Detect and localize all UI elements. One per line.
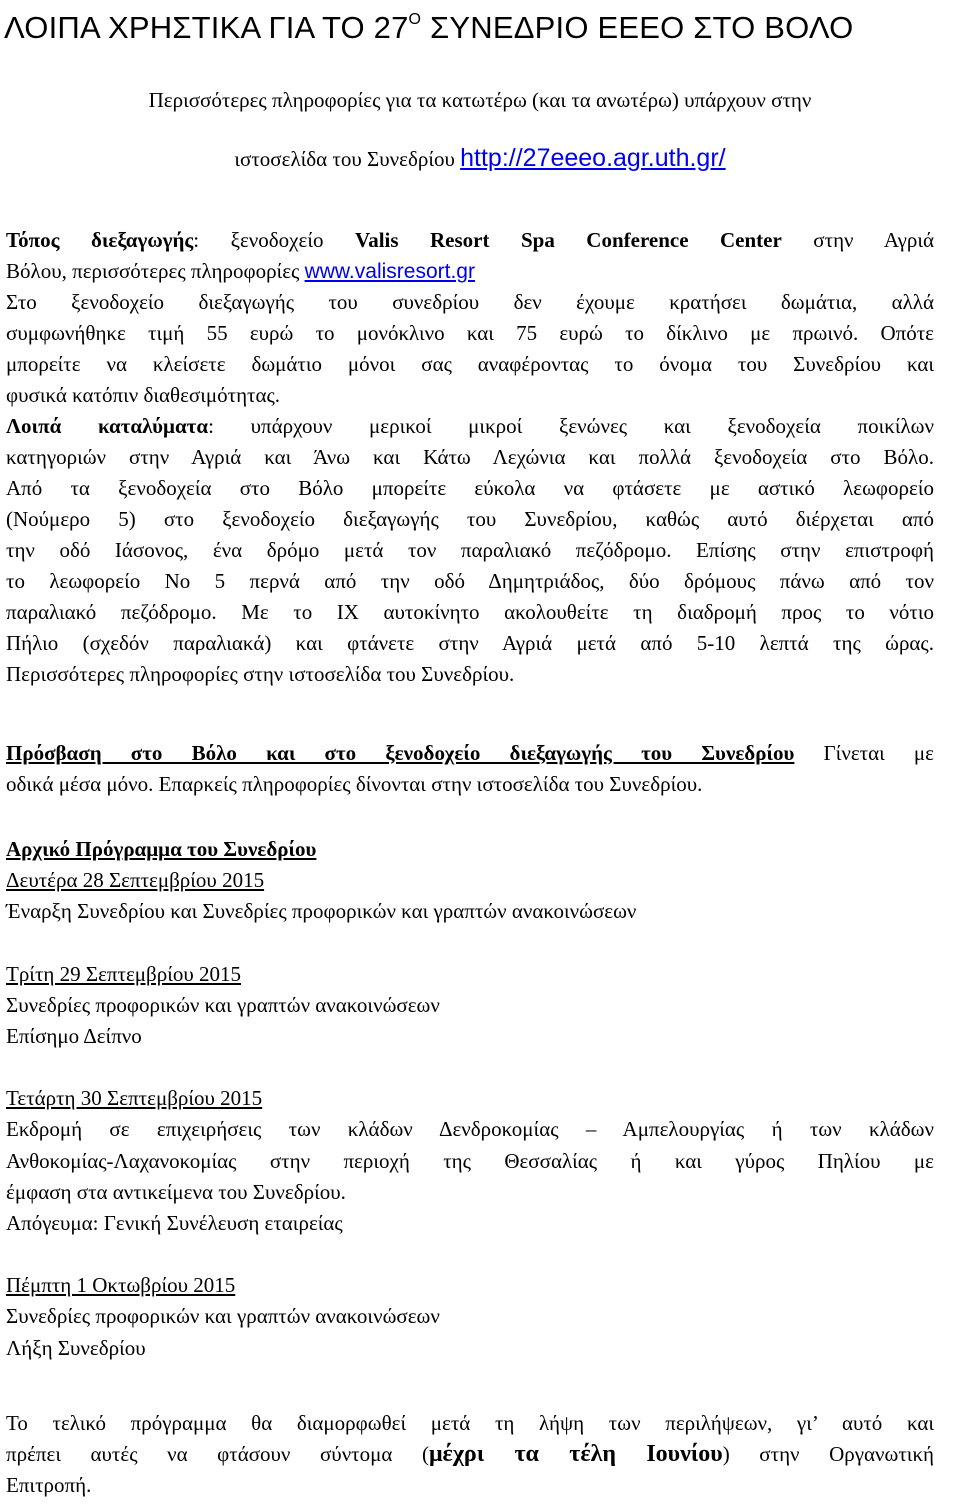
day-date: Τρίτη 29 Σεπτεμβρίου 2015 (6, 961, 241, 986)
day-item: Έναρξη Συνεδρίου και Συνεδρίες προφορικών και γραπτών ανακοινώσεων (6, 899, 637, 924)
day-item: έμφαση στα αντικείμενα του Συνεδρίου. (6, 1179, 346, 1204)
venue-line: συμφωνήθηκε τιμή 55 ευρώ το μονόκλινο και 75 ευρώ το δίκλινο με πρωινό. Οπότε (6, 321, 934, 345)
day-item: Απόγευμα: Γενική Συνέλευση εταιρείας (6, 1211, 343, 1236)
access-line: Πρόσβαση στο Βόλο και στο ξενοδοχείο διεξαγωγής του Συνεδρίου Γίνεται με (6, 741, 934, 765)
conference-website-link[interactable]: http://27eeeo.agr.uth.gr/ (460, 144, 726, 172)
page-title: ΛΟΙΠΑ ΧΡΗΣΤΙΚΑ ΓΙΑ ΤΟ $27^O$ ΣΥΝΕΔΡΙΟ ΕΕΕΟ ΣΤΟ ΒΟΛΟ (4, 10, 854, 45)
accommodation-line: Λοιπά καταλύματα: υπάρχουν μερικοί μικροί ξενώνες και ξενοδοχεία ποικίλων (6, 414, 934, 438)
day-item: Επίσημο Δείπνο (6, 1024, 142, 1049)
venue-section (6, 225, 934, 690)
access-line: οδικά μέσα μόνο. Επαρκείς πληροφορίες δίνονται στην ιστοσελίδα του Συνεδρίου. (6, 772, 703, 796)
intro-line-2: ιστοσελίδα του Συνεδρίου http://27eeeo.agr.uth.gr/ (234, 144, 726, 172)
hotel-name: Valis Resort Spa Conference Center (354, 228, 782, 252)
day-item: Ανθοκομίας-Λαχανοκομίας στην περιοχή της Θεσσαλίας ή και γύρος Πηλίου με (6, 1148, 934, 1173)
venue-line: Τόπος διεξαγωγής: ξενοδοχείο Valis Resort Spa Conference Center στην Αγριά (6, 228, 934, 252)
final-note-section (6, 1408, 934, 1501)
final-line: Επιτροπή. (6, 1473, 92, 1497)
day-item: Συνεδρίες προφορικών και γραπτών ανακοινώσεων (6, 992, 440, 1017)
intro-line-1: Περισσότερες πληροφορίες για τα κατωτέρω (και τα ανωτέρω) υπάρχουν στην (148, 88, 812, 112)
title-superscript: Ο (408, 11, 422, 28)
program-section (6, 834, 934, 1364)
venue-line: Στο ξενοδοχείο διεξαγωγής του συνεδρίου δεν έχουμε κρατήσει δωμάτια, αλλά (6, 290, 934, 314)
accommodation-line: κατηγοριών στην Αγριά και Άνω και Κάτω Λεχώνια και πολλά ξενοδοχεία στο Βόλο. (6, 445, 934, 469)
day-date: Πέμπτη 1 Οκτωβρίου 2015 (6, 1273, 236, 1298)
accommodation-line: Πήλιο (σχεδόν παραλιακά) και φτάνετε στην Αγριά μετά από 5-10 λεπτά της ώρας. (6, 631, 934, 655)
day-item: Συνεδρίες προφορικών και γραπτών ανακοινώσεων (6, 1304, 440, 1329)
venue-line: φυσικά κατόπιν διαθεσιμότητας. (6, 383, 281, 407)
venue-label: Τόπος διεξαγωγής (6, 228, 194, 252)
accommodation-line: παραλιακό πεζόδρομο. Με το ΙΧ αυτοκίνητο ακολουθείτε τη διαδρομή προς το νότιο (6, 600, 934, 624)
program-heading: Αρχικό Πρόγραμμα του Συνεδρίου (6, 837, 317, 861)
day-item: Λήξη Συνεδρίου (6, 1335, 146, 1360)
accommodation-label: Λοιπά καταλύματα (6, 414, 209, 438)
day-item: Εκδρομή σε επιχειρήσεις των κλάδων Δενδροκομίας – Αμπελουργίας ή των κλάδων (6, 1117, 934, 1142)
hotel-website-link[interactable]: www.valisresort.gr (304, 260, 475, 283)
final-line: πρέπει αυτές να φτάσουν σύντομα (μέχρι τα τέλη Ιουνίου) στην Οργανωτική (6, 1441, 935, 1467)
day-date: Δευτέρα 28 Σεπτεμβρίου 2015 (6, 868, 265, 893)
access-section (6, 738, 934, 800)
accommodation-line: Από τα ξενοδοχεία στο Βόλο μπορείτε εύκολα να φτάσετε με αστικό λεωφορείο (6, 476, 934, 500)
accommodation-line: (Νούμερο 5) στο ξενοδοχείο διεξαγωγής του Συνεδρίου, καθώς αυτό διέρχεται από (6, 507, 934, 531)
accommodation-line: το λεωφορείο Νο 5 περνά από την οδό Δημητριάδος, δύο δρόμους πάνω από τον (6, 569, 934, 593)
final-line: Το τελικό πρόγραμμα θα διαμορφωθεί μετά τη λήψη των περιλήψεων, γι’ αυτό και (6, 1411, 934, 1435)
access-label: Πρόσβαση στο Βόλο και στο ξενοδοχείο διεξαγωγής του Συνεδρίου (6, 741, 795, 765)
accommodation-line: Περισσότερες πληροφορίες στην ιστοσελίδα του Συνεδρίου. (6, 662, 515, 686)
day-date: Τετάρτη 30 Σεπτεμβρίου 2015 (6, 1086, 263, 1111)
venue-more-info: Βόλου, περισσότερες πληροφορίες www.valisresort.gr (6, 259, 475, 283)
deadline-text: μέχρι τα τέλη Ιουνίου (428, 1441, 723, 1467)
accommodation-line: την οδό Ιάσονος, ένα δρόμο μετά τον παραλιακό πεζόδρομο. Επίσης στην επιστροφή (6, 538, 934, 562)
venue-line: μπορείτε να κλείσετε δωμάτιο μόνοι σας αναφέροντας το όνομα του Συνεδρίου και (6, 352, 934, 376)
